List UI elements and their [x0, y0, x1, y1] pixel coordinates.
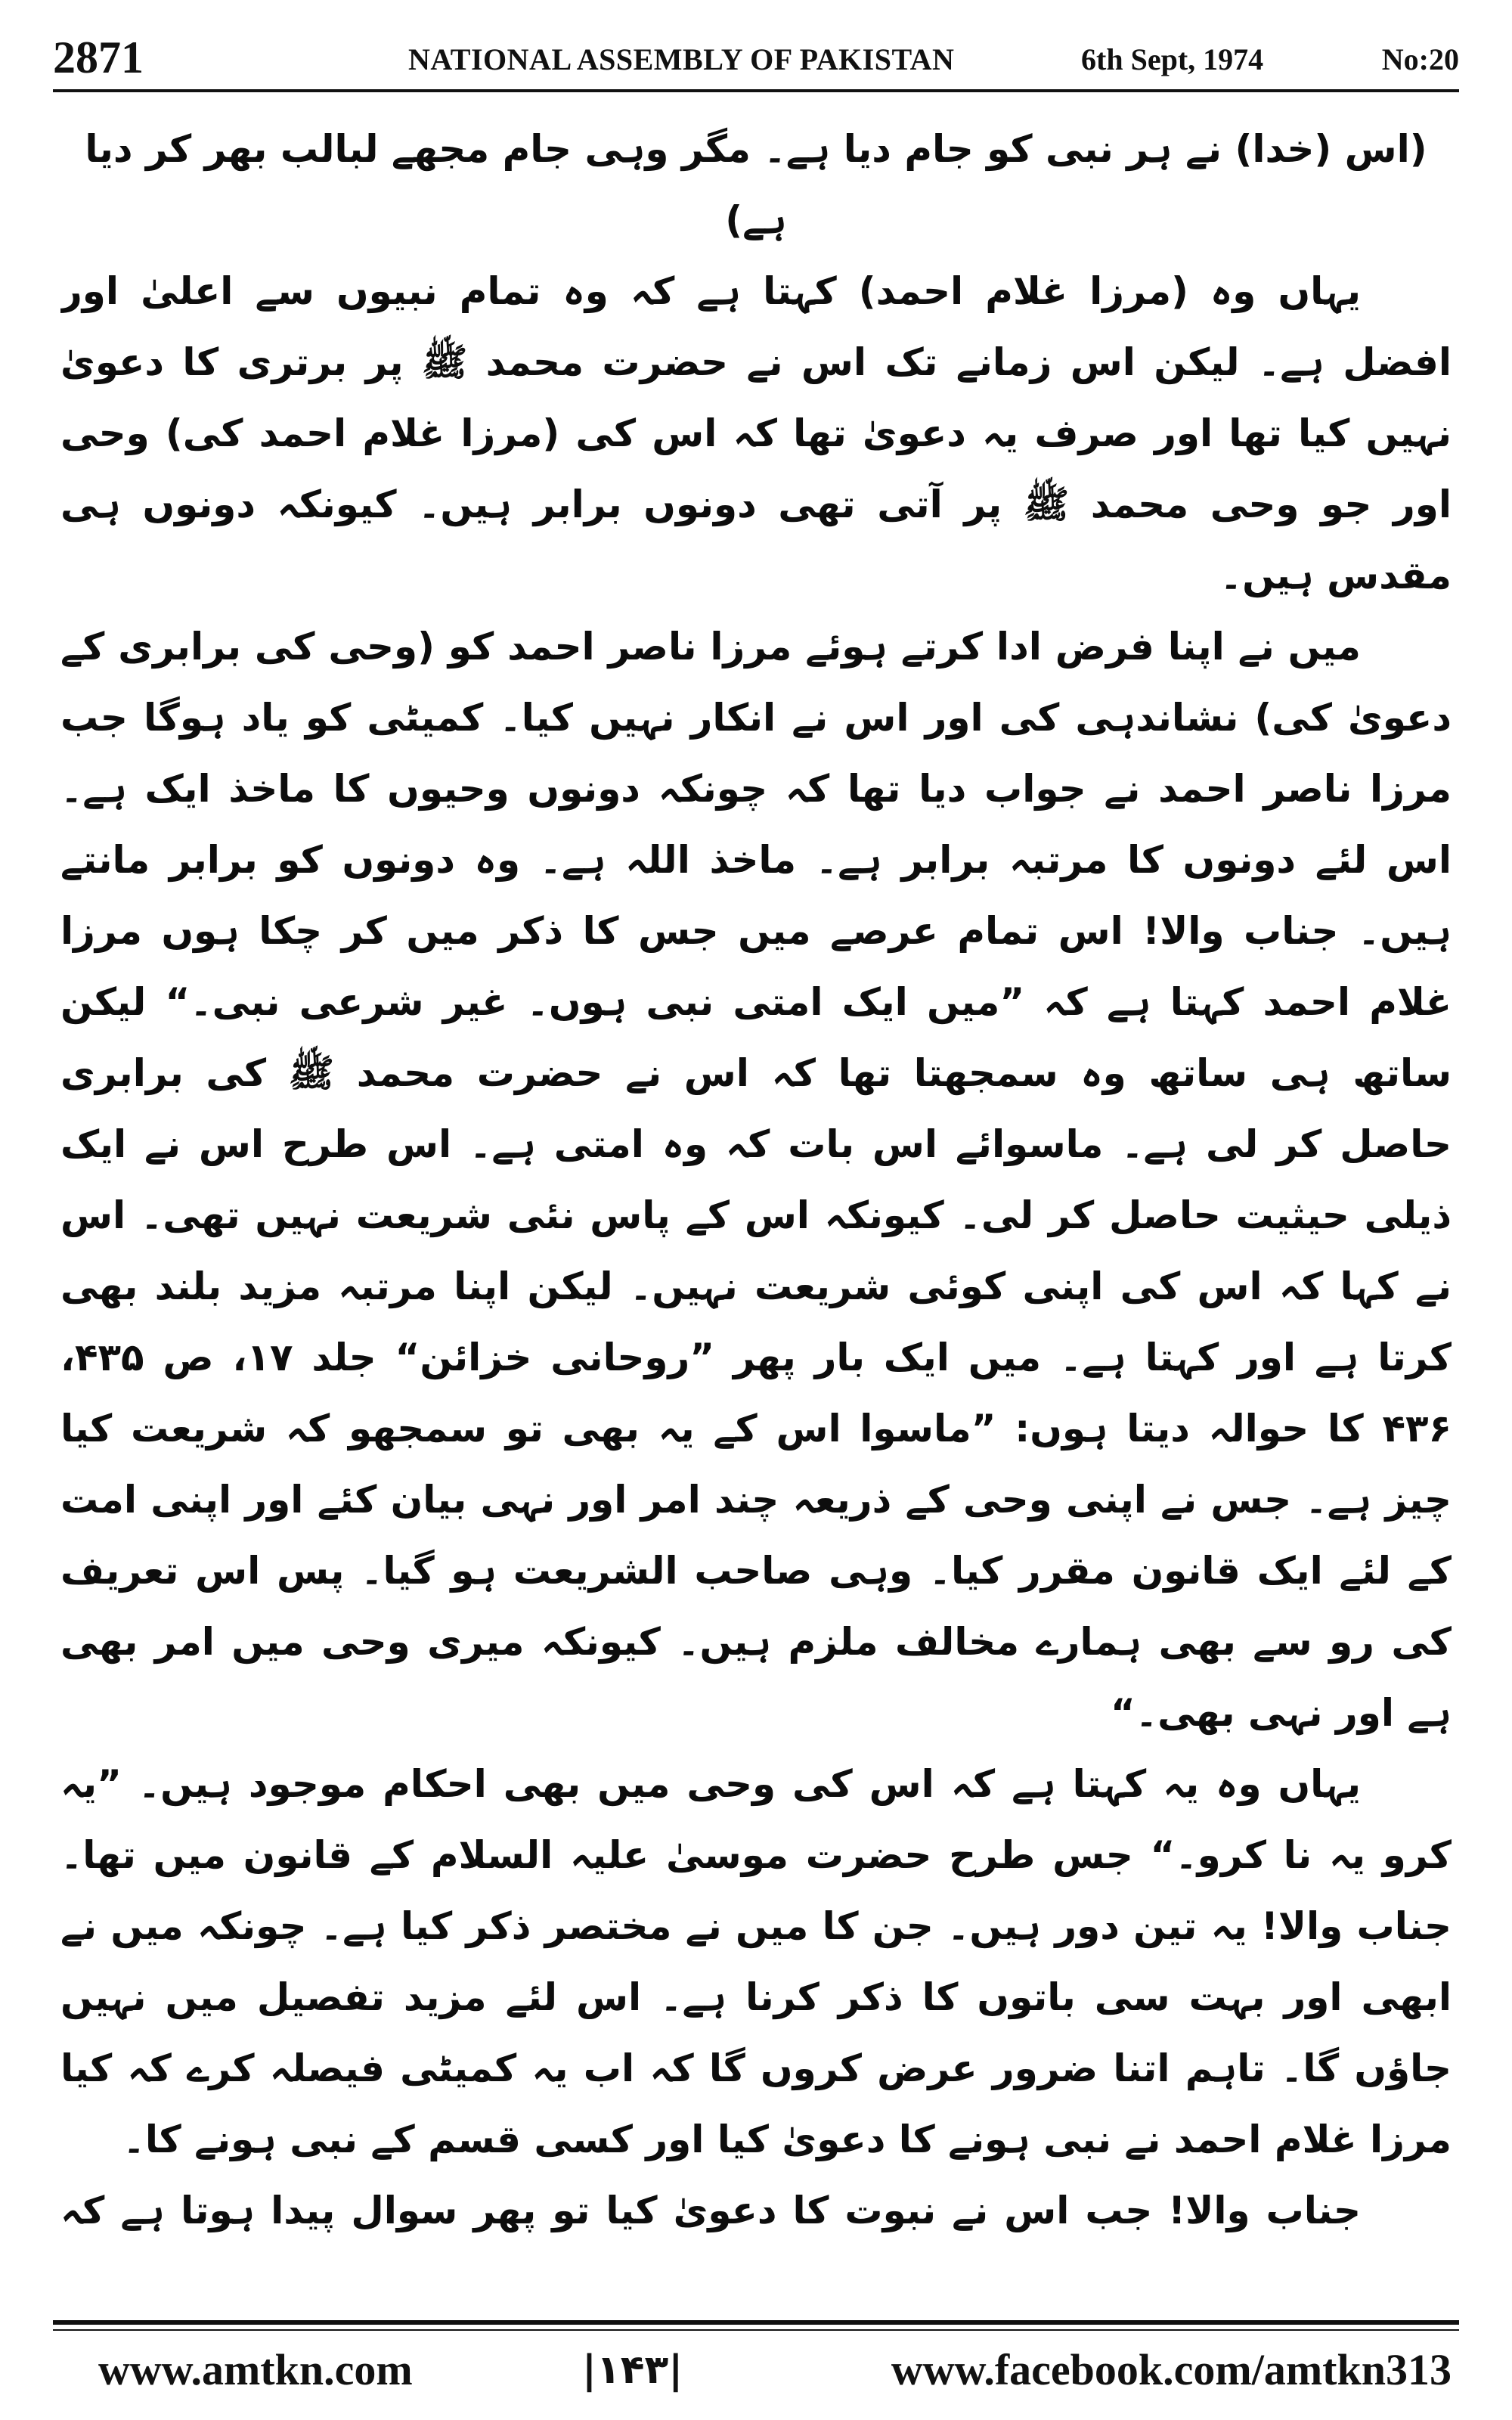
- book-page-number: |۱۴۳|: [582, 2347, 683, 2393]
- paragraph-4: جناب والا! جب اس نے نبوت کا دعویٰ کیا تو پھر سوال پیدا ہوتا ہے کہ: [60, 2189, 1361, 2232]
- page-number: 2871: [53, 33, 144, 82]
- footer-rule-thick: [53, 2320, 1459, 2325]
- issue-number: No:20: [1381, 42, 1459, 76]
- publication-title: NATIONAL ASSEMBLY OF PAKISTAN: [408, 42, 955, 76]
- session-date: 6th Sept, 1974: [1081, 42, 1264, 76]
- page-footer: [53, 2340, 1459, 2400]
- paragraph-2: میں نے اپنا فرض ادا کرتے ہوئے مرزا ناصر احمد کو (وحی کی برابری کے دعویٰ کی) نشاندہی کی اور اس نے انکار نہیں کیا۔ کمیٹی کو یاد ہوگا جب مرزا ناصر احمد نے جواب دیا تھا کہ چونکہ دونوں وحیوں کا ماخذ ایک ہے۔ اس لئے دونوں کا مرتبہ برابر ہے۔ ماخذ اللہ ہے۔ وہ دونوں کو برابر مانتے ہیں۔ جناب والا! اس تمام عرصے میں جس کا ذکر میں کر چکا ہوں مرزا غلام احمد کہتا ہے کہ ”میں ایک امتی نبی ہوں۔ غیر شرعی نبی۔“ لیکن ساتھ ہی ساتھ وہ سمجھتا تھا کہ اس نے حضرت محمد ﷺ کی برابری حاصل کر لی ہے۔ ماسوائے اس بات کہ وہ امتی ہے۔ اس طرح اس نے ایک ذیلی حیثیت حاصل کر لی۔ کیونکہ اس کے پاس نئی شریعت نہیں تھی۔ اس نے کہا کہ اس کی اپنی کوئی شریعت نہیں۔ لیکن اپنا مرتبہ مزید بلند بھی کرتا ہے اور کہتا ہے۔ میں ایک بار پھر ”روحانی خزائن“ جلد ۱۷، ص ۴۳۵، ۴۳۶ کا حوالہ دیتا ہوں: ”ماسوا اس کے یہ بھی تو سمجھو کہ شریعت کیا چیز ہے۔ جس نے اپنی وحی کے ذریعہ چند امر اور نہی بیان کئے اور اپنی امت کے لئے ایک قانون مقرر کیا۔ وہی صاحب الشریعت ہو گیا۔ پس اس تعریف کی رو سے بھی ہمارے مخالف ملزم ہیں۔ کیونکہ میری وحی میں امر بھی ہے اور نہی بھی۔“: [60, 625, 1452, 1735]
- footer-rule-thin: [53, 2329, 1459, 2331]
- paragraph-1: یہاں وہ (مرزا غلام احمد) کہتا ہے کہ وہ تمام نبیوں سے اعلیٰ اور افضل ہے۔ لیکن اس زمانے تک اس نے حضرت محمد ﷺ پر برتری کا دعویٰ نہیں کیا تھا اور صرف یہ دعویٰ تھا کہ اس کی (مرزا غلام احمد کی) وحی اور جو وحی محمد ﷺ پر آتی تھی دونوں برابر ہیں۔ کیونکہ دونوں ہی مقدس ہیں۔: [60, 269, 1452, 597]
- paragraph-verse: (اس (خدا) نے ہر نبی کو جام دیا ہے۔ مگر وہی جام مجھے لبالب بھر کر دیا ہے): [85, 127, 1427, 242]
- paragraph-3: یہاں وہ یہ کہتا ہے کہ اس کی وحی میں بھی احکام موجود ہیں۔ ”یہ کرو یہ نا کرو۔“ جس طرح حضرت موسیٰ علیہ السلام کے قانون میں تھا۔ جناب والا! یہ تین دور ہیں۔ جن کا میں نے مختصر ذکر کیا ہے۔ چونکہ میں نے ابھی اور بہت سی باتوں کا ذکر کرنا ہے۔ اس لئے مزید تفصیل میں نہیں جاؤں گا۔ تاہم اتنا ضرور عرض کروں گا کہ اب یہ کمیٹی فیصلہ کرے کہ کیا مرزا غلام احمد نے نبی ہونے کا دعویٰ کیا اور کسی قسم کے نبی ہونے کا۔: [60, 1762, 1452, 2161]
- facebook-link[interactable]: www.facebook.com/amtkn313: [891, 2345, 1452, 2394]
- body-text: [60, 113, 1452, 2254]
- page-header: [53, 30, 1459, 85]
- header-rule: [53, 89, 1459, 92]
- website-link[interactable]: www.amtkn.com: [98, 2345, 413, 2394]
